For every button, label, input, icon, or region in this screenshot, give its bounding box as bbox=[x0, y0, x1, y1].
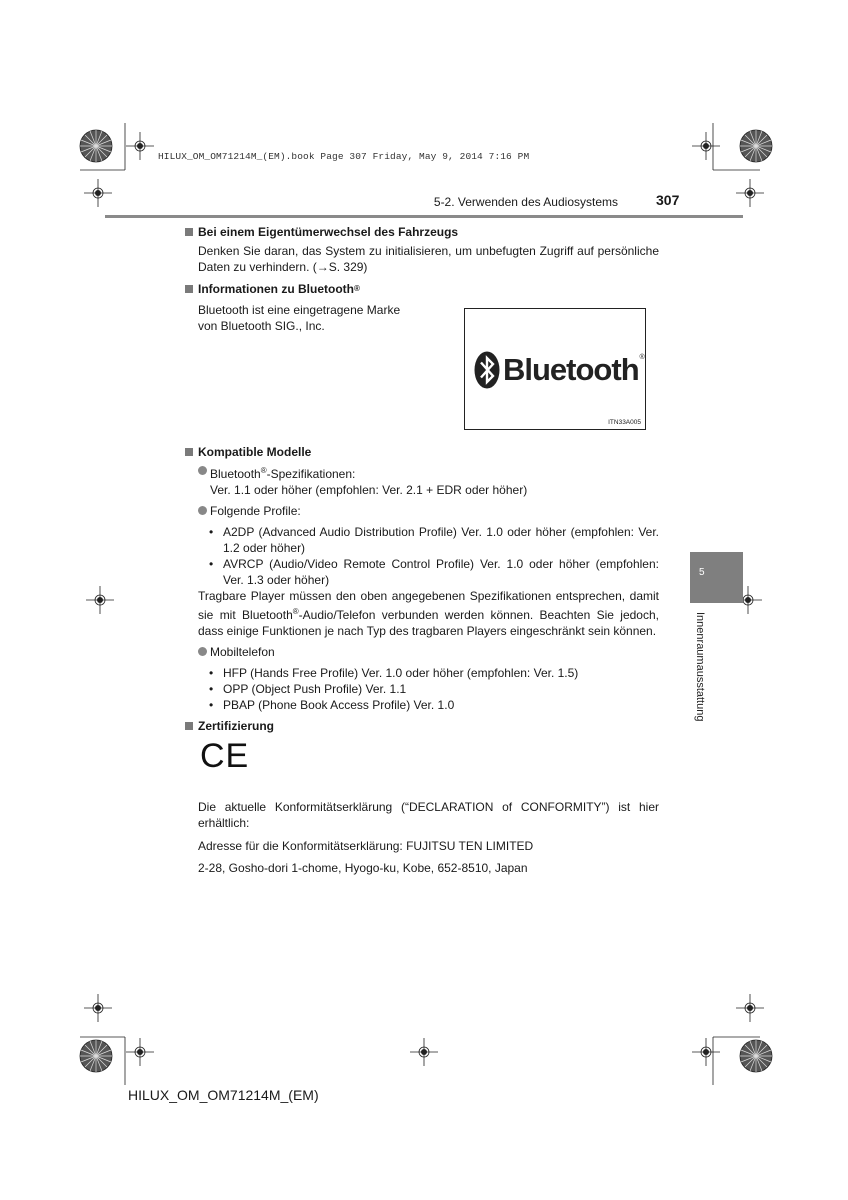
square-bullet-icon bbox=[185, 228, 193, 236]
bluetooth-logo-wordmark: Bluetooth bbox=[503, 352, 639, 387]
footer-doc-id: HILUX_OM_OM71214M_(EM) bbox=[128, 1087, 319, 1103]
list-item: • HFP (Hands Free Profile) Ver. 1.0 oder höher (empfohlen: Ver. 1.5) bbox=[209, 666, 579, 680]
compatibility-note: Tragbare Player müssen den oben angegebenen Spezifikationen entsprechen, damit sie mit Bluetooth®-Audio/Telefon verbunden werden können. Beachten Sie jedoch, dass einige Funktionen je nach Typ des tragbaren Players eingeschränkt sein können. bbox=[198, 589, 659, 638]
square-bullet-icon bbox=[185, 448, 193, 456]
square-bullet-icon bbox=[185, 285, 193, 293]
ce-mark-icon: CE bbox=[200, 737, 250, 775]
section-heading-bluetooth-info: Informationen zu Bluetooth ® bbox=[185, 281, 659, 297]
list-item: • OPP (Object Push Profile) Ver. 1.1 bbox=[209, 682, 407, 696]
section-heading-owner-change: Bei einem Eigentümerwechsel des Fahrzeugs bbox=[185, 224, 659, 240]
chapter-number: 5 bbox=[699, 567, 705, 578]
list-item: • A2DP (Advanced Audio Distribution Profile) Ver. 1.0 oder höher (empfohlen: Ver. 1.2 oder höher) bbox=[209, 525, 659, 555]
square-bullet-icon bbox=[185, 722, 193, 730]
list-item: Mobiltelefon bbox=[185, 644, 659, 660]
circle-bullet-icon bbox=[198, 647, 207, 656]
bluetooth-registered-mark: ® bbox=[639, 354, 645, 361]
figure-code: ITN33A005 bbox=[608, 419, 641, 426]
circle-bullet-icon bbox=[198, 466, 207, 475]
list-item: Bluetooth®-Spezifikationen: Ver. 1.1 oder höher (empfohlen: Ver. 2.1 + EDR oder höher) bbox=[185, 463, 659, 498]
list-item: Folgende Profile: bbox=[185, 503, 659, 519]
main-content bbox=[185, 224, 659, 876]
print-info-line: HILUX_OM_OM71214M_(EM).book Page 307 Friday, May 9, 2014 7:16 PM bbox=[158, 151, 530, 162]
header-divider bbox=[105, 215, 743, 218]
chapter-title: Innenraumausstattung bbox=[694, 612, 706, 722]
declaration-text: Die aktuelle Konformitätserklärung (“DECLARATION of CONFORMITY”) ist hier erhältlich: bbox=[198, 800, 659, 830]
spec-version-text: Ver. 1.1 oder höher (empfohlen: Ver. 2.1 + EDR oder höher) bbox=[210, 483, 528, 497]
list-item: • PBAP (Phone Book Access Profile) Ver. 1.0 bbox=[209, 698, 455, 712]
declaration-address-label: Adresse für die Konformitätserklärung: FUJITSU TEN LIMITED bbox=[198, 839, 534, 853]
chapter-tab bbox=[690, 552, 743, 603]
page-number: 307 bbox=[656, 192, 680, 208]
section-heading-certification: Zertifizierung bbox=[185, 718, 659, 734]
list-item: • AVRCP (Audio/Video Remote Control Profile) Ver. 1.0 oder höher (empfohlen: Ver. 1.3 oder höher) bbox=[209, 557, 659, 587]
section-heading-compatible: Kompatible Modelle bbox=[185, 444, 659, 460]
declaration-address: 2-28, Gosho-dori 1-chome, Hyogo-ku, Kobe, 652-8510, Japan bbox=[198, 861, 528, 875]
bluetooth-trademark-text: Bluetooth ist eine eingetragene Marke von Bluetooth SIG., Inc. bbox=[198, 303, 401, 333]
circle-bullet-icon bbox=[198, 506, 207, 515]
owner-change-text: Denken Sie daran, das System zu initialisieren, um unbefugten Zugriff auf persönliche Daten zu verhindern. (→S. 329) bbox=[198, 244, 659, 274]
header-section-title: 5-2. Verwenden des Audiosystems bbox=[433, 195, 618, 209]
